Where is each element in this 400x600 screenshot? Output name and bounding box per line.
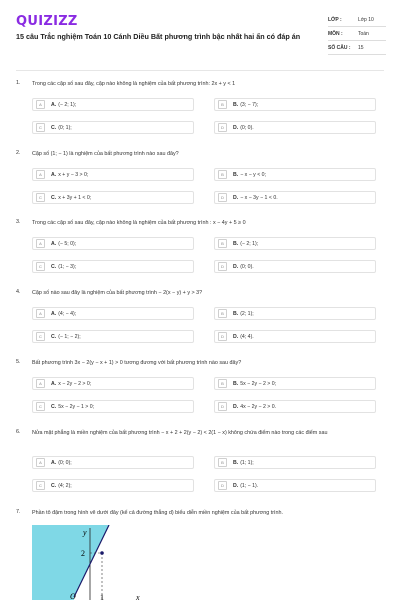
option-label: A. (51, 101, 57, 108)
option-label: D. (233, 263, 239, 270)
option-label: C. (51, 124, 57, 131)
option-label: B. (233, 101, 239, 108)
answer-option-b[interactable] (214, 377, 376, 390)
option-letter-box: B (218, 239, 227, 248)
answer-option-c[interactable] (32, 400, 194, 413)
x-axis-label: x (136, 593, 140, 600)
option-letter-box: C (36, 123, 45, 132)
option-letter-box: C (36, 193, 45, 202)
quizizz-logo: QUIZIZZ (16, 14, 78, 29)
question-text: Trong các cặp số sau đây, cặp nào không là nghiệm của bất phương trình : x − 4y + 5 ≥ 0 (32, 220, 246, 226)
option-letter-box: B (218, 309, 227, 318)
question-number: 4. (16, 289, 21, 295)
answer-option-c[interactable] (32, 479, 194, 492)
answer-option-a[interactable] (32, 307, 194, 320)
option-value: (− 5; 0); (58, 240, 77, 247)
option-label: C. (51, 333, 57, 340)
answer-option-d[interactable] (214, 260, 376, 273)
option-value: − x − 3y − 1 < 0. (240, 194, 278, 201)
option-value: x + y − 3 > 0; (58, 171, 89, 178)
option-label: A. (51, 171, 57, 178)
page-title: 15 câu Trắc nghiệm Toán 10 Cánh Diều Bất phương trình bậc nhất hai ẩn có đáp án (16, 32, 301, 41)
option-value: (2; 1); (240, 310, 254, 317)
question-text: Cặp số nào sau đây là nghiệm của bất phương trình − 2(x − y) + y > 3? (32, 290, 203, 296)
option-label: C. (51, 482, 57, 489)
option-value: (4; 4). (240, 333, 254, 340)
option-label: C. (51, 263, 57, 270)
option-letter-box: D (218, 123, 227, 132)
option-value: (0; 0). (240, 263, 254, 270)
option-letter-box: C (36, 262, 45, 271)
question-text: Nửa mặt phẳng là miền nghiệm của bất phương trình − x + 2 + 2(y − 2) < 2(1 − x) không chứa điểm nào trong các điểm sau (32, 430, 328, 436)
question-number: 6. (16, 429, 21, 435)
meta-panel (328, 13, 386, 55)
option-value: (1; 1); (240, 459, 254, 466)
meta-value: 15 (358, 44, 364, 51)
option-label: B. (233, 380, 239, 387)
option-value: (0; 0). (240, 124, 254, 131)
option-label: C. (51, 194, 57, 201)
answer-option-c[interactable] (32, 260, 194, 273)
option-value: (− 2; 1); (58, 101, 77, 108)
option-letter-box: C (36, 481, 45, 490)
answer-option-b[interactable] (214, 168, 376, 181)
option-letter-box: A (36, 309, 45, 318)
option-value: (4; − 4); (58, 310, 77, 317)
answer-option-d[interactable] (214, 479, 376, 492)
question-number: 3. (16, 219, 21, 225)
option-value: (4; 2); (58, 482, 72, 489)
option-letter-box: B (218, 100, 227, 109)
option-value: x − 2y − 2 > 0; (58, 380, 92, 387)
answer-option-b[interactable] (214, 98, 376, 111)
option-label: D. (233, 403, 239, 410)
option-value: 4x − 2y − 2 > 0. (240, 403, 277, 410)
option-letter-box: D (218, 332, 227, 341)
x-tick-label: 1 (100, 593, 104, 600)
meta-value: Toán (358, 30, 369, 37)
option-letter-box: B (218, 458, 227, 467)
answer-option-b[interactable] (214, 307, 376, 320)
meta-key: LỚP : (328, 16, 342, 23)
point-marker (100, 551, 104, 555)
option-label: B. (233, 240, 239, 247)
answer-option-a[interactable] (32, 168, 194, 181)
option-label: D. (233, 333, 239, 340)
option-letter-box: A (36, 239, 45, 248)
option-label: D. (233, 124, 239, 131)
option-value: (− 2; 1); (240, 240, 259, 247)
origin-label: O (70, 592, 76, 600)
answer-option-c[interactable] (32, 191, 194, 204)
answer-option-a[interactable] (32, 456, 194, 469)
option-label: B. (233, 459, 239, 466)
answer-option-d[interactable] (214, 191, 376, 204)
option-label: D. (233, 482, 239, 489)
question-number: 7. (16, 509, 21, 515)
option-letter-box: D (218, 481, 227, 490)
answer-option-c[interactable] (32, 330, 194, 343)
option-label: A. (51, 459, 57, 466)
answer-option-d[interactable] (214, 121, 376, 134)
option-letter-box: D (218, 193, 227, 202)
graph-figure (32, 525, 147, 600)
meta-value: Lớp 10 (358, 16, 374, 23)
option-letter-box: C (36, 332, 45, 341)
answer-option-b[interactable] (214, 456, 376, 469)
option-value: (0; 0); (58, 459, 72, 466)
meta-row-subject (328, 27, 386, 41)
option-letter-box: A (36, 458, 45, 467)
question-number: 2. (16, 150, 21, 156)
answer-option-c[interactable] (32, 121, 194, 134)
option-letter-box: D (218, 262, 227, 271)
answer-option-d[interactable] (214, 400, 376, 413)
meta-row-count (328, 41, 386, 55)
question-number: 5. (16, 359, 21, 365)
option-value: − x − y < 0; (240, 171, 266, 178)
meta-key: MÔN : (328, 30, 343, 37)
option-letter-box: C (36, 402, 45, 411)
question-text: Phần tô đậm trong hình vẽ dưới đây (kể cả đường thẳng d) biểu diễn miền nghiệm của bất phương trình. (32, 510, 283, 516)
answer-option-a[interactable] (32, 237, 194, 250)
answer-option-b[interactable] (214, 237, 376, 250)
option-value: 5x − 2y − 2 > 0; (240, 380, 277, 387)
answer-option-d[interactable] (214, 330, 376, 343)
option-value: x + 3y + 1 < 0; (58, 194, 92, 201)
option-label: B. (233, 171, 239, 178)
option-value: (0; 1); (58, 124, 72, 131)
y-tick-label: 2 (81, 549, 85, 558)
answer-option-a[interactable] (32, 377, 194, 390)
option-value: (1; − 1). (240, 482, 259, 489)
question-number: 1. (16, 80, 21, 86)
option-label: C. (51, 403, 57, 410)
option-label: A. (51, 310, 57, 317)
option-value: (1; − 3); (58, 263, 77, 270)
option-letter-box: A (36, 170, 45, 179)
header-divider (16, 70, 384, 71)
question-text: Bất phương trình 3x − 2(y − x + 1) > 0 tương đương với bất phương trình nào sau đây? (32, 360, 242, 366)
option-letter-box: A (36, 379, 45, 388)
option-letter-box: B (218, 170, 227, 179)
answer-option-a[interactable] (32, 98, 194, 111)
y-axis-label: y (83, 528, 87, 537)
meta-key: SỐ CÂU : (328, 44, 351, 51)
option-value: (3; − 7); (240, 101, 259, 108)
question-text: Cặp số (1; − 1) là nghiệm của bất phương trình nào sau đây? (32, 151, 179, 157)
question-text: Trong các cặp số sau đây, cặp nào không là nghiệm của bất phương trình: 2x + y < 1 (32, 81, 236, 87)
option-label: B. (233, 310, 239, 317)
option-value: 5x − 2y − 1 > 0; (58, 403, 95, 410)
option-label: A. (51, 380, 57, 387)
option-label: D. (233, 194, 239, 201)
option-label: A. (51, 240, 57, 247)
option-letter-box: D (218, 402, 227, 411)
option-letter-box: A (36, 100, 45, 109)
option-letter-box: B (218, 379, 227, 388)
option-value: (− 1; − 2); (58, 333, 81, 340)
meta-row-grade (328, 13, 386, 27)
